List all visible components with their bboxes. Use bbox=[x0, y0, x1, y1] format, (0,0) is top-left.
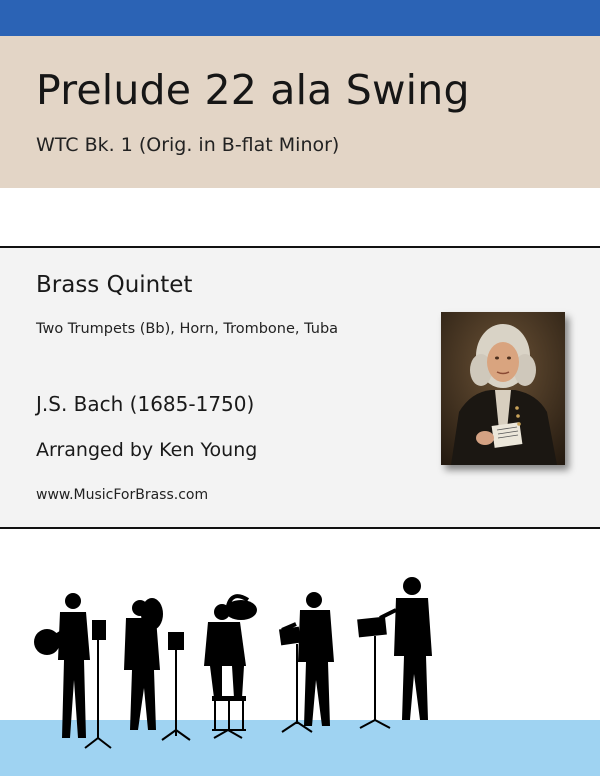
trumpet-player-silhouette bbox=[279, 592, 334, 732]
ensemble-label: Brass Quintet bbox=[36, 272, 193, 298]
website-link[interactable]: www.MusicForBrass.com bbox=[36, 487, 209, 503]
page-subtitle: WTC Bk. 1 (Orig. in B-flat Minor) bbox=[36, 134, 340, 156]
baritone-player-silhouette bbox=[124, 598, 190, 740]
horn-player-silhouette bbox=[34, 593, 111, 748]
trumpet-player-2-silhouette bbox=[357, 577, 432, 728]
arranger-text: Arranged by Ken Young bbox=[36, 439, 258, 461]
brass-quintet-silhouettes bbox=[0, 570, 600, 760]
top-color-bar bbox=[0, 0, 600, 36]
instrumentation-text: Two Trumpets (Bb), Horn, Trombone, Tuba bbox=[36, 321, 339, 337]
composer-text: J.S. Bach (1685-1750) bbox=[36, 392, 255, 416]
page-title: Prelude 22 ala Swing bbox=[36, 66, 470, 114]
tuba-player-silhouette bbox=[204, 596, 257, 738]
composer-portrait bbox=[441, 312, 565, 465]
